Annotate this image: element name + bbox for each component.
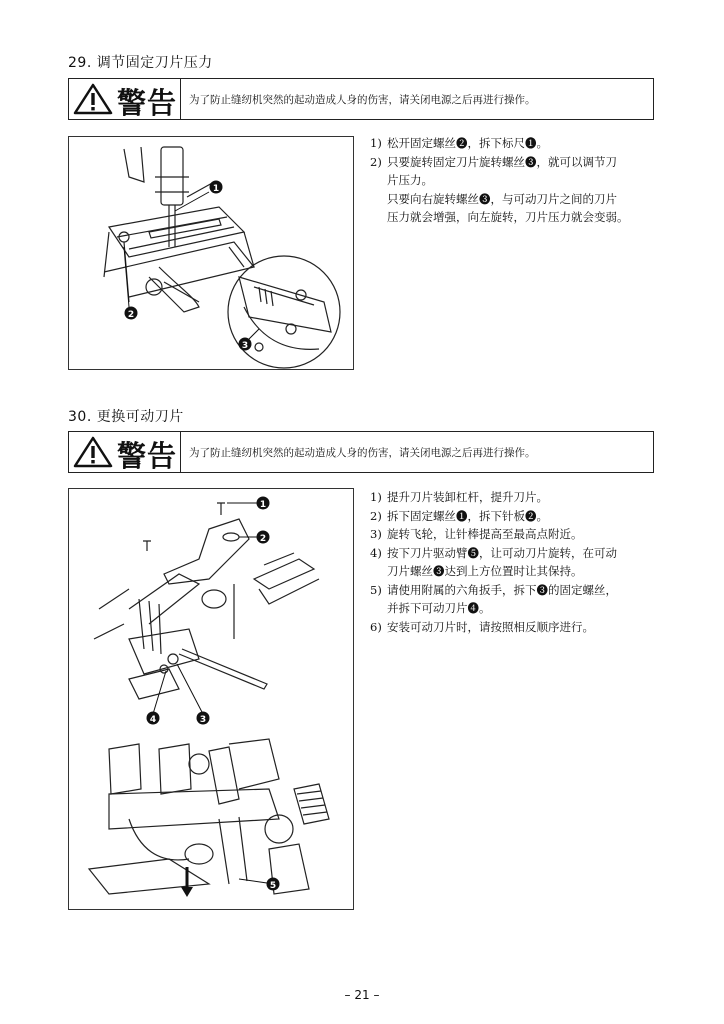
list-item: 1) 松开固定螺丝❷，拆下标尺❶。 <box>370 136 548 150</box>
steps-29 <box>370 134 670 227</box>
list-item: 4) 按下刀片驱动臂❺，让可动刀片旋转，在可动 刀片螺丝❸达到上方位置时让其保持。 <box>370 545 617 578</box>
section-30-title: 30. 更换可动刀片 <box>68 409 184 425</box>
list-item: 5) 请使用附属的六角扳手，拆下❸的固定螺丝， 并拆下可动刀片❹。 <box>370 582 617 615</box>
warning-word: 警告 <box>117 86 178 120</box>
movable-knife-illustration <box>69 489 353 909</box>
svg-text:4: 4 <box>149 715 157 725</box>
warning-triangle-icon <box>73 436 113 468</box>
section-29-title: 29. 调节固定刀片压力 <box>68 55 213 71</box>
page-number: – 21 – <box>344 988 380 1002</box>
list-item: 3) 旋转飞轮，让针棒提高至最高点附近。 <box>370 527 583 541</box>
steps-30 <box>370 488 670 636</box>
warning-word: 警告 <box>117 439 178 473</box>
warning-text: 为了防止缝纫机突然的起动造成人身的伤害，请关闭电源之后再进行操作。 <box>189 447 536 459</box>
warning-text: 为了防止缝纫机突然的起动造成人身的伤害，请关闭电源之后再进行操作。 <box>189 94 536 106</box>
list-item: 6) 安装可动刀片时，请按照相反顺序进行。 <box>370 619 594 634</box>
fixed-knife-illustration <box>69 137 353 369</box>
warning-label <box>69 432 181 472</box>
list-item: 2) 拆下固定螺丝❶，拆下针板❷。 <box>370 508 548 523</box>
list-item: 1) 提升刀片装卸杠杆，提升刀片。 <box>370 490 548 504</box>
svg-text:3: 3 <box>199 715 207 725</box>
svg-text:2: 2 <box>127 310 135 320</box>
svg-text:5: 5 <box>269 881 277 891</box>
list-item: 2) 只要旋转固定刀片旋转螺丝❸，就可以调节刀 片压力。 只要向右旋转螺丝❸，与可动刀片之间的刀片 压力就会增强，向左旋转，刀片压力就会变弱。 <box>370 154 629 224</box>
figure-movable-knife-replacement <box>68 488 354 910</box>
svg-text:2: 2 <box>259 534 267 544</box>
warning-label <box>69 79 181 119</box>
svg-text:3: 3 <box>241 341 249 351</box>
warning-triangle-icon <box>73 83 113 115</box>
figure-fixed-knife-adjustment <box>68 136 354 370</box>
warning-banner-30 <box>68 431 654 473</box>
svg-text:1: 1 <box>259 500 267 510</box>
warning-banner-29 <box>68 78 654 120</box>
svg-text:1: 1 <box>212 184 220 194</box>
